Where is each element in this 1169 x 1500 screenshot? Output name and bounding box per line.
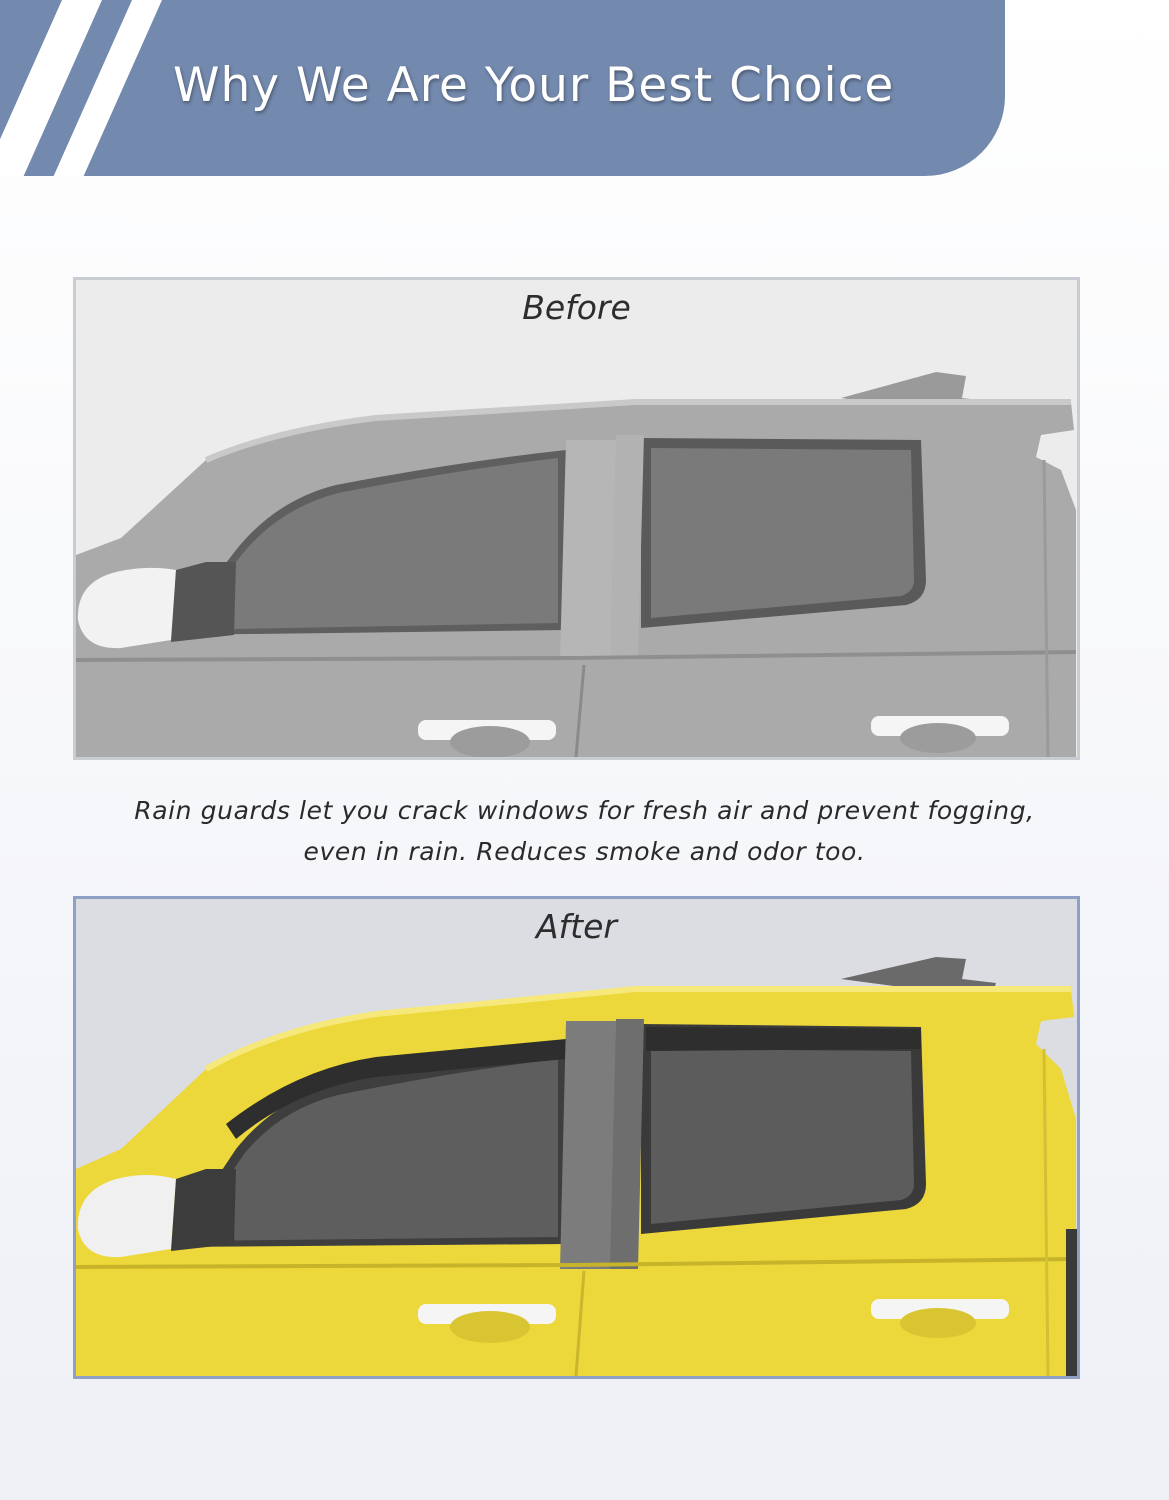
caption-line-2: even in rain. Reduces smoke and odor too. xyxy=(303,837,866,866)
before-label: Before xyxy=(522,288,631,327)
header-banner xyxy=(0,0,1005,176)
truck-with-rain-guards-image xyxy=(76,899,1077,1376)
after-panel xyxy=(73,896,1080,1379)
before-panel xyxy=(73,277,1080,760)
caption-line-1: Rain guards let you crack windows for fresh air and prevent fogging, xyxy=(134,796,1035,825)
page-title: Why We Are Your Best Choice xyxy=(173,58,895,113)
truck-without-rain-guards-image xyxy=(76,280,1077,757)
benefit-caption xyxy=(60,790,1109,872)
after-label: After xyxy=(535,907,617,946)
